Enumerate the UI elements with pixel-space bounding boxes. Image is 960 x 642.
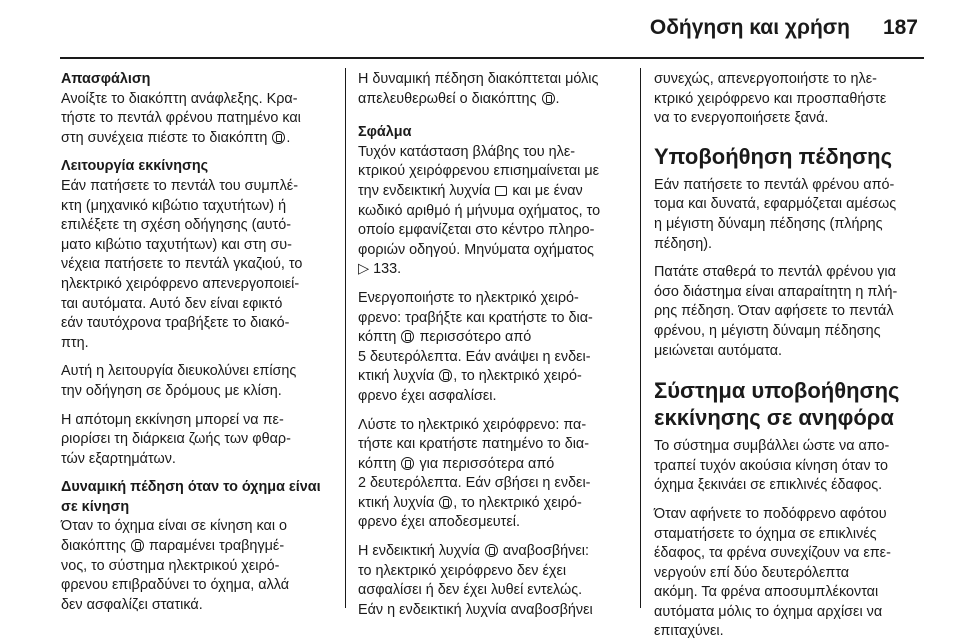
text-line: Ανοίξτε το διακόπτη ανάφλεξης. Κρα-: [61, 90, 298, 107]
paragraph-start-wear: [61, 411, 333, 470]
text-line: τών εξαρτημάτων.: [61, 450, 176, 467]
text-line: Σύστημα υποβοήθησης: [654, 378, 900, 404]
text-line: [358, 542, 628, 562]
text-line: σε κίνηση: [61, 498, 130, 515]
text-line: σταματήσετε το όχημα σε επικλινές: [654, 525, 877, 542]
paragraph-blinking: [358, 542, 628, 620]
header-rule: [60, 57, 924, 59]
text-line: Εάν πατήσετε το πεντάλ του συμπλέ-: [61, 177, 298, 194]
parking-brake-switch-icon: [131, 539, 144, 552]
text-line: [358, 455, 628, 475]
text-span: διακόπτης: [61, 538, 126, 555]
parking-brake-indicator-icon: [439, 496, 452, 509]
text-line: φρένου, η μέγιστη δύναμη πέδησης: [654, 322, 881, 339]
text-line: Ενεργοποιήστε το ηλεκτρικό χειρό-: [358, 289, 579, 306]
text-line: φρενου επιβραδύνει το όχημα, αλλά: [61, 577, 290, 594]
text-line: 2 δευτερόλεπτα. Εάν σβήσει η ενδει-: [358, 475, 591, 492]
column-2: [358, 70, 628, 629]
text-line: [358, 367, 628, 387]
text-span: κτική λυχνία: [358, 494, 435, 511]
text-line: Η απότομη εκκίνηση μπορεί να πε-: [61, 411, 284, 428]
text-line: Όταν το όχημα είναι σε κίνηση και ο: [61, 518, 288, 535]
paragraph-dynamic-braking: [61, 517, 333, 615]
text-span: , το ηλεκτρικό χειρό-: [453, 494, 582, 511]
text-line: ται αυτόματα. Αυτό δεν είναι εφικτό: [61, 295, 283, 312]
text-line: εκκίνησης σε ανηφόρα: [654, 405, 894, 431]
text-line: εάν ταυτόχρονα τραβήξετε το διακό-: [61, 315, 290, 332]
text-line: ριορίσει τη διάρκεια ζωής των φθαρ-: [61, 431, 291, 448]
text-line: τήστε το πεντάλ φρένου πατημένο και: [61, 110, 301, 127]
text-line: [358, 328, 628, 348]
text-line: πέδηση).: [654, 235, 713, 252]
text-line: τομα και δυνατά, εφαρμόζεται αμέσως: [654, 196, 897, 213]
text-line: τήστε και κρατήστε πατημένο το δια-: [358, 436, 590, 453]
text-line: ματο κιβώτιο ταχυτήτων) και στη συ-: [61, 236, 292, 253]
paragraph-activate: [358, 289, 628, 407]
text-line: [61, 537, 333, 557]
text-line: το ηλεκτρικό χειρόφρενο δεν έχει: [358, 562, 567, 579]
text-span: απελευθερωθεί ο διακόπτης: [358, 90, 537, 107]
page-reference-arrow-icon: ▷: [358, 261, 370, 278]
text-line: στη συνέχεια πιέστε το διακόπτη .: [61, 129, 291, 146]
column-divider-left: [345, 68, 346, 608]
text-line: [358, 494, 628, 514]
column-divider-right: [640, 68, 641, 608]
text-line: [358, 182, 628, 202]
text-line: απελευθερωθεί ο διακόπτης .: [358, 90, 560, 107]
text-line: κτρικό χειρόφρενο και προσπαθήστε: [654, 90, 887, 107]
column-1: [61, 70, 333, 624]
paragraph-release: [358, 416, 628, 534]
text-line: αυτόματα μόλις το όχημα αρχίσει να: [654, 603, 883, 620]
text-line: έδαφος, τα φρένα συνεχίζουν να επε-: [654, 545, 891, 562]
column-3: [654, 70, 924, 642]
text-line: δεν ασφαλίζει στατικά.: [61, 596, 203, 613]
paragraph-hill-start-1: [654, 437, 924, 496]
parking-brake-switch-icon: [542, 92, 555, 105]
text-span: για περισσότερα από: [419, 455, 555, 472]
paragraph-dynamic-stop: [358, 70, 628, 109]
text-line: να το ενεργοποιήσετε ξανά.: [654, 110, 829, 127]
text-span: , το ηλεκτρικό χειρό-: [453, 368, 582, 385]
text-line: νεργούν επί δύο δευτερόλεπτα: [654, 564, 850, 581]
page-header: [0, 0, 960, 56]
text-line: φρενο έχει αποδεσμευτεί.: [358, 514, 520, 531]
text-line: φρενο: τραβήξτε και κρατήστε το δια-: [358, 309, 593, 326]
text-line: μειώνεται αυτόματα.: [654, 342, 783, 359]
subheading-unlock: Απασφάλιση: [61, 71, 151, 87]
text-line: ρης πέδηση. Όταν αφήσετε το πεντάλ: [654, 303, 894, 320]
text-line: νος, το σύστημα ηλεκτρικού χειρό-: [61, 557, 280, 574]
text-line: 5 δευτερόλεπτα. Εάν ανάψει η ενδει-: [358, 348, 591, 365]
paragraph-start-function: [61, 177, 333, 353]
fault-indicator-icon: [495, 186, 507, 196]
paragraph-continued: [654, 70, 924, 129]
parking-brake-indicator-icon: [485, 544, 498, 557]
text-line: Όταν αφήνετε το ποδόφρενο αφότου: [654, 505, 887, 522]
text-line: Δυναμική πέδηση όταν το όχημα είναι: [61, 479, 321, 496]
parking-brake-switch-icon: [272, 131, 285, 144]
parking-brake-switch-icon: [401, 457, 414, 470]
text-span: στη συνέχεια πιέστε το διακόπτη: [61, 129, 268, 146]
text-span: Η ενδεικτική λυχνία: [358, 543, 480, 560]
text-span: περισσότερο από: [419, 329, 532, 346]
text-line: νέχεια πατήσετε το πεντάλ γκαζιού, το: [61, 256, 303, 273]
text-span: παραμένει τραβηγμέ-: [148, 538, 285, 555]
text-line: όχημα ξεκινάει σε επικλινές έδαφος.: [654, 477, 883, 494]
heading-hill-start-assist: [654, 377, 924, 431]
text-line: [358, 260, 628, 280]
parking-brake-indicator-icon: [439, 369, 452, 382]
paragraph-start-slope: [61, 362, 333, 401]
text-line: κτη (μηχανικό κιβώτιο ταχυτήτων) ή: [61, 197, 287, 214]
text-line: ηλεκτρικό χειρόφρενο απενεργοποιεί-: [61, 275, 300, 292]
text-line: επιλέξετε τη σχέση οδήγησης (αυτό-: [61, 217, 292, 234]
text-line: η μέγιστη δύναμη πέδησης (πλήρης: [654, 215, 883, 232]
subheading-dynamic-braking: [61, 478, 333, 517]
text-line: Το σύστημα συμβάλλει ώστε να απο-: [654, 438, 890, 455]
text-line: ασφαλίσει ή δεν έχει λυθεί εντελώς.: [358, 582, 583, 599]
text-line: Εάν η ενδεικτική λυχνία αναβοσβήνει: [358, 601, 593, 618]
paragraph-unlock: [61, 90, 333, 149]
text-line: Τυχόν κατάσταση βλάβης του ηλε-: [358, 143, 576, 160]
text-line: επιταχύνει.: [654, 623, 724, 640]
text-line: πτη.: [61, 334, 89, 351]
subheading-fault: Σφάλμα: [358, 124, 412, 141]
text-line: τραπεί τυχόν ακούσια κίνηση όταν το: [654, 457, 889, 474]
text-span: κόπτη: [358, 455, 397, 472]
paragraph-fault: [358, 143, 628, 280]
text-span: αναβοσβήνει:: [502, 543, 589, 560]
text-line: Η δυναμική πέδηση διακόπτεται μόλις: [358, 71, 599, 87]
text-span: την ενδεικτική λυχνία: [358, 182, 491, 199]
parking-brake-switch-icon: [401, 330, 414, 343]
subheading-start-function: Λειτουργία εκκίνησης: [61, 158, 209, 175]
text-line: συνεχώς, απενεργοποιήστε το ηλε-: [654, 71, 877, 87]
heading-brake-assist: Υποβοήθηση πέδησης: [654, 143, 893, 169]
paragraph-brake-assist-2: [654, 263, 924, 361]
page-title: Οδήγηση και χρήση: [649, 16, 850, 39]
text-span: και με έναν: [512, 182, 583, 199]
page-reference: 133.: [373, 261, 402, 278]
text-line: κτρικού χειρόφρενου επισημαίνεται με: [358, 163, 600, 180]
text-line: φοριών οδηγού. Μηνύματα οχήματος: [358, 241, 594, 258]
paragraph-hill-start-2: [654, 505, 924, 642]
text-line: ακόμη. Τα φρένα αποσυμπλέκονται: [654, 584, 879, 601]
text-line: Λύστε το ηλεκτρικό χειρόφρενο: πα-: [358, 416, 587, 433]
text-line: Πατάτε σταθερά το πεντάλ φρένου για: [654, 264, 896, 281]
text-line: κωδικό αριθμό ή μήνυμα οχήματος, το: [358, 202, 601, 219]
text-line: οποίο εμφανίζεται στο κέντρο πληρο-: [358, 222, 595, 239]
text-span: κτική λυχνία: [358, 368, 435, 385]
page-number: 187: [882, 16, 918, 39]
text-span: κόπτη: [358, 329, 397, 346]
text-line: την οδήγηση σε δρόμους με κλίση.: [61, 382, 282, 399]
text-line: φρενο έχει ασφαλίσει.: [358, 387, 497, 404]
paragraph-brake-assist-1: [654, 176, 924, 254]
text-line: όσο διάστημα είναι απαραίτητη η πλή-: [654, 283, 898, 300]
text-line: Αυτή η λειτουργία διευκολύνει επίσης: [61, 363, 297, 380]
text-line: Εάν πατήσετε το πεντάλ φρένου από-: [654, 176, 895, 193]
